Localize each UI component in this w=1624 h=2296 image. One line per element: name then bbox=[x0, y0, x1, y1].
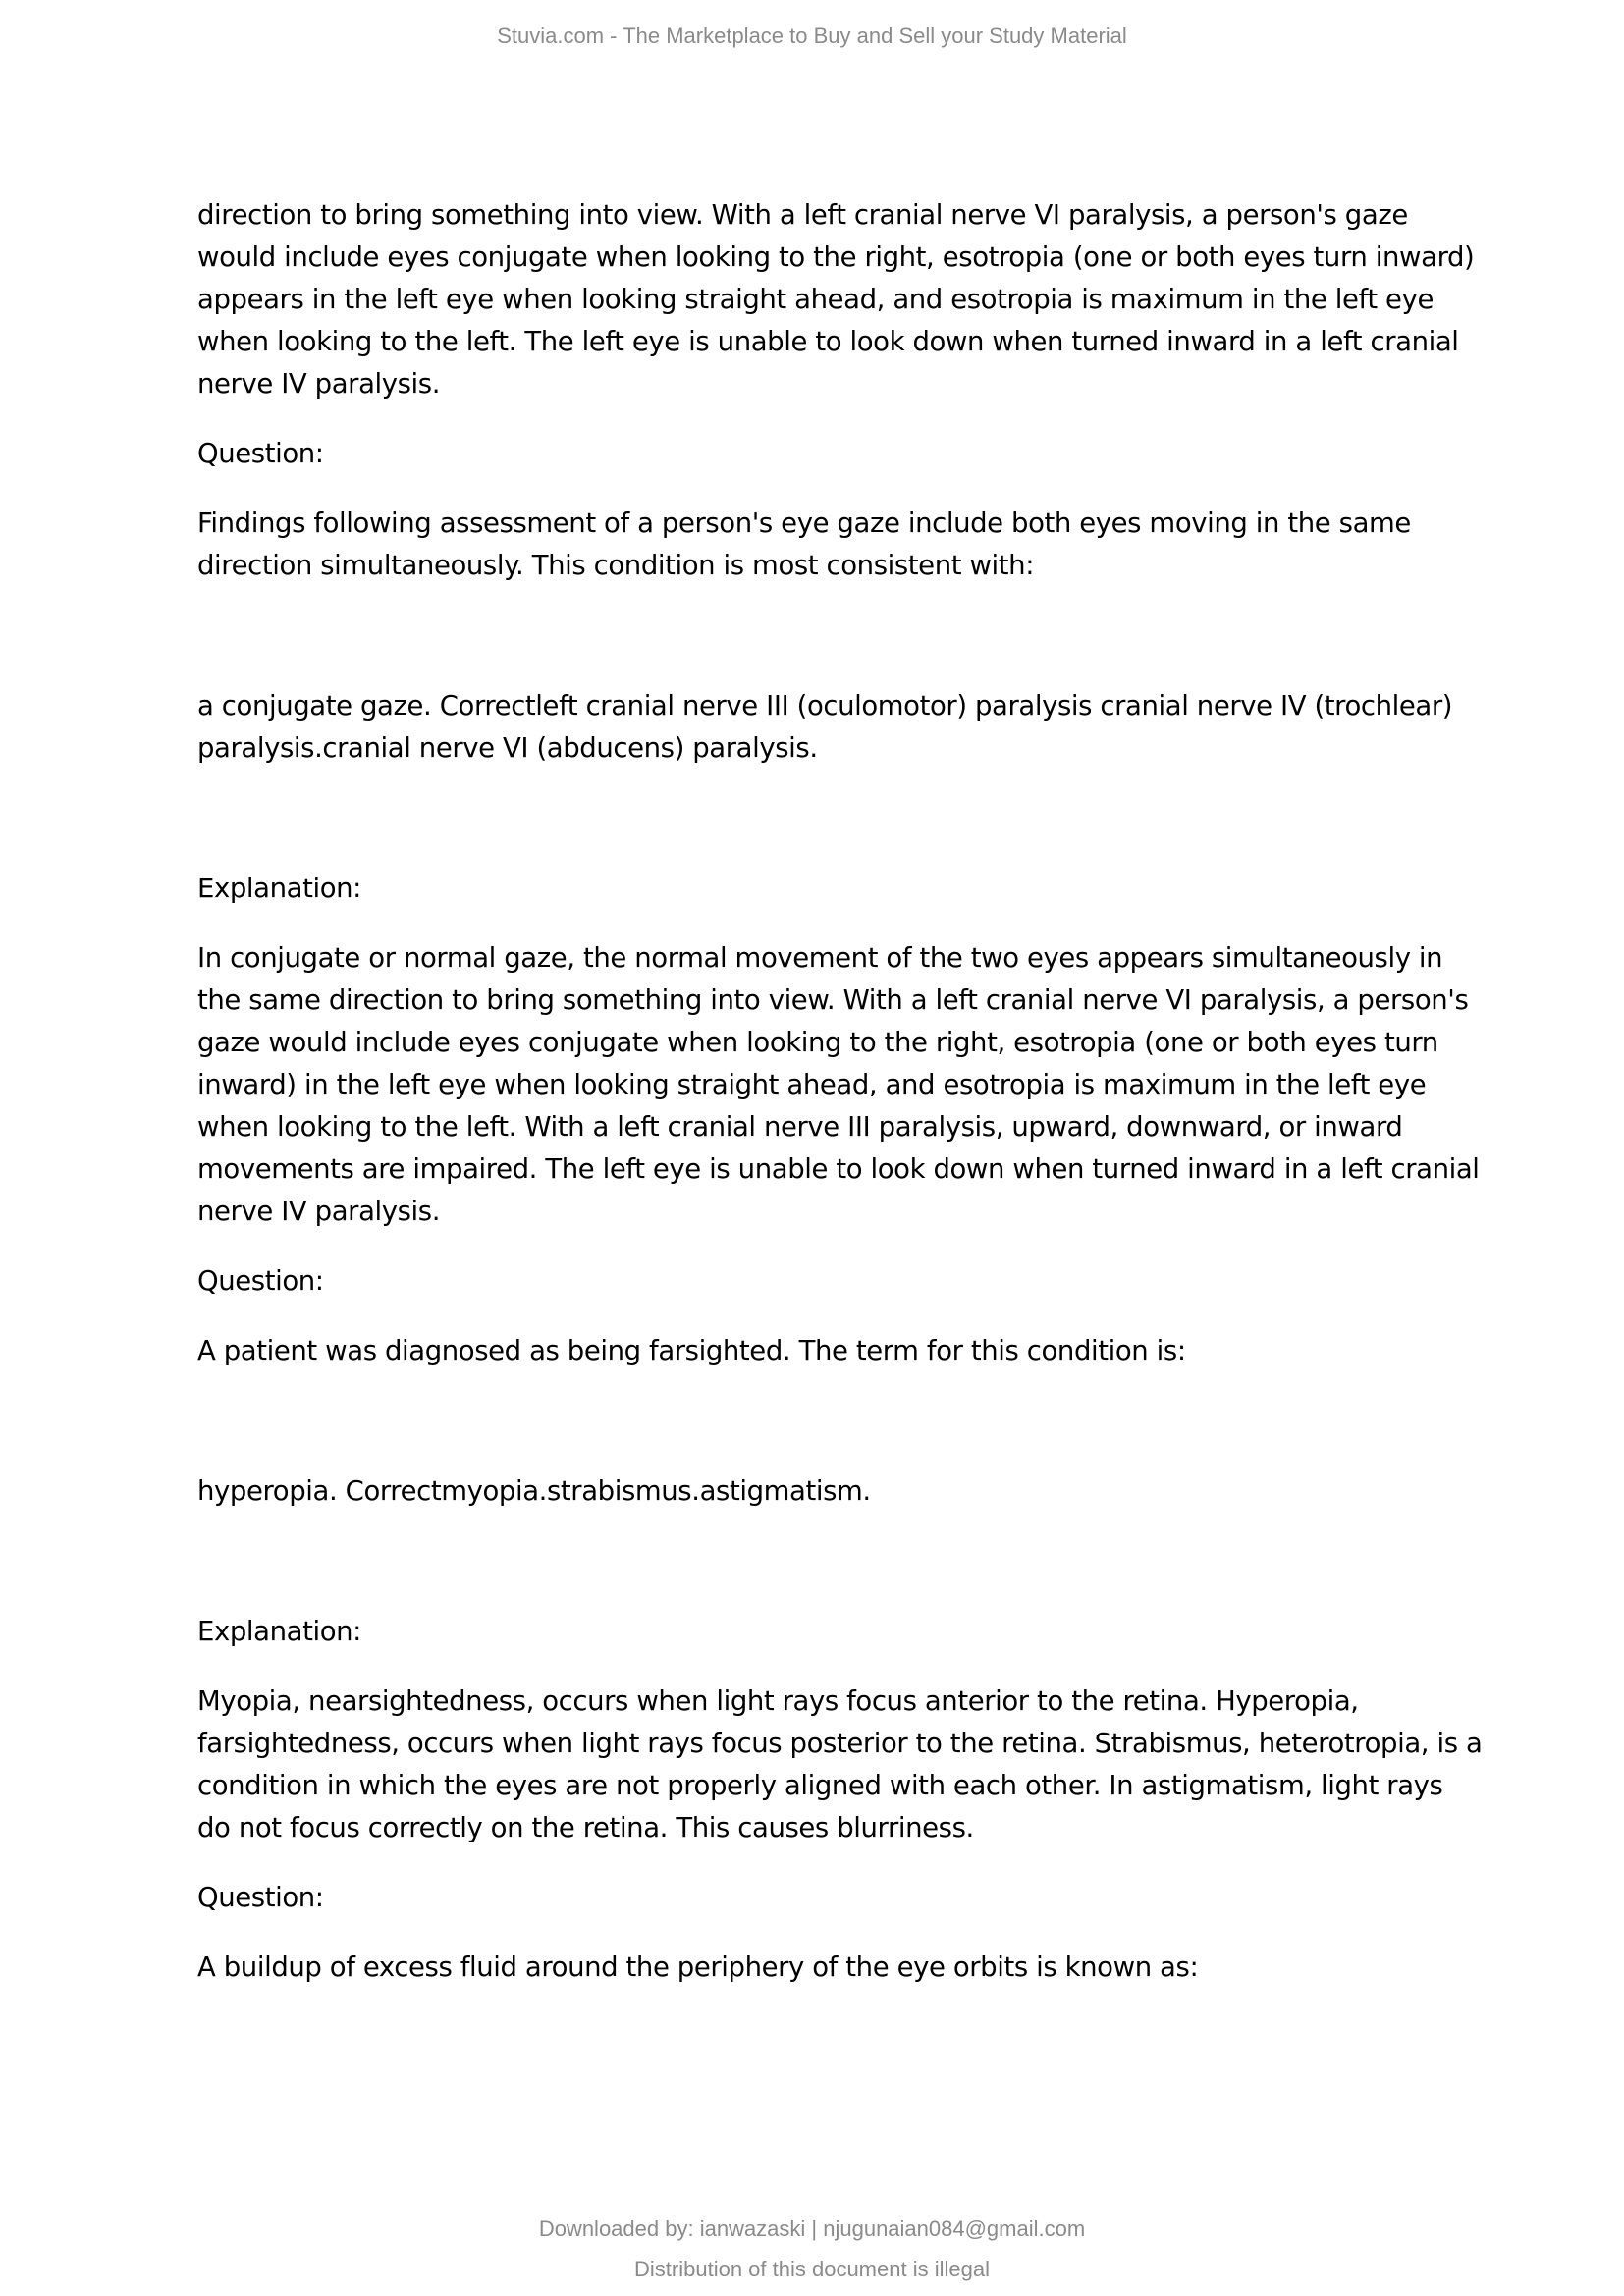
answer-text: a conjugate gaze. Correctleft cranial nerve III (oculomotor) paralysis cranial nerve IV (trochlear) paralysis.cranial nerve VI (abducens) paralysis. bbox=[197, 690, 1453, 764]
question-label: Question: bbox=[197, 1882, 324, 1913]
question-label: Question: bbox=[197, 438, 324, 469]
question-text: A patient was diagnosed as being farsighted. The term for this condition is: bbox=[197, 1335, 1186, 1366]
question-text: A buildup of excess fluid around the periphery of the eye orbits is known as: bbox=[197, 1951, 1199, 1983]
explanation-text: In conjugate or normal gaze, the normal movement of the two eyes appears simultaneously in the same direction to bring something into view. With a left cranial nerve VI paralysis, a person's gaze would include eyes conjugate when looking to the right, esotropia (one or both eyes turn inward) in the left eye when looking straight ahead, and esotropia is maximum in the left eye when looking to the left. With a left cranial nerve III paralysis, upward, downward, or inward movements are impaired. The left eye is unable to look down when turned inward in a left cranial nerve IV paralysis. bbox=[197, 942, 1480, 1227]
explanation-label: Explanation: bbox=[197, 873, 362, 904]
footer-downloaded-by: Downloaded by: ianwazaski | njugunaian084@gmail.com bbox=[538, 2216, 1086, 2241]
explanation-text: Myopia, nearsightedness, occurs when light rays focus anterior to the retina. Hyperopia, farsightedness, occurs when light rays focus posterior to the retina. Strabismus, heterotropia, is a condition in which the eyes are not properly aligned with each other. In astigmatism, light rays do not focus correctly on the retina. This causes blurriness. bbox=[197, 1685, 1483, 1843]
question-text: Findings following assessment of a person's eye gaze include both eyes moving in the same direction simultaneously. This condition is most consistent with: bbox=[197, 507, 1411, 581]
page-header: Stuvia.com - The Marketplace to Buy and Sell your Study Material bbox=[497, 24, 1127, 48]
explanation-label: Explanation: bbox=[197, 1616, 362, 1647]
document-body bbox=[197, 194, 1484, 1989]
question-label: Question: bbox=[197, 1265, 324, 1297]
explanation-continuation: direction to bring something into view. With a left cranial nerve VI paralysis, a person's gaze would include eyes conjugate when looking to the right, esotropia (one or both eyes turn inward) appears in the left eye when looking straight ahead, and esotropia is maximum in the left eye when looking to the left. The left eye is unable to look down when turned inward in a left cranial nerve IV paralysis. bbox=[197, 199, 1475, 400]
footer-distribution-notice: Distribution of this document is illegal bbox=[634, 2257, 990, 2281]
answer-text: hyperopia. Correctmyopia.strabismus.astigmatism. bbox=[197, 1475, 871, 1507]
